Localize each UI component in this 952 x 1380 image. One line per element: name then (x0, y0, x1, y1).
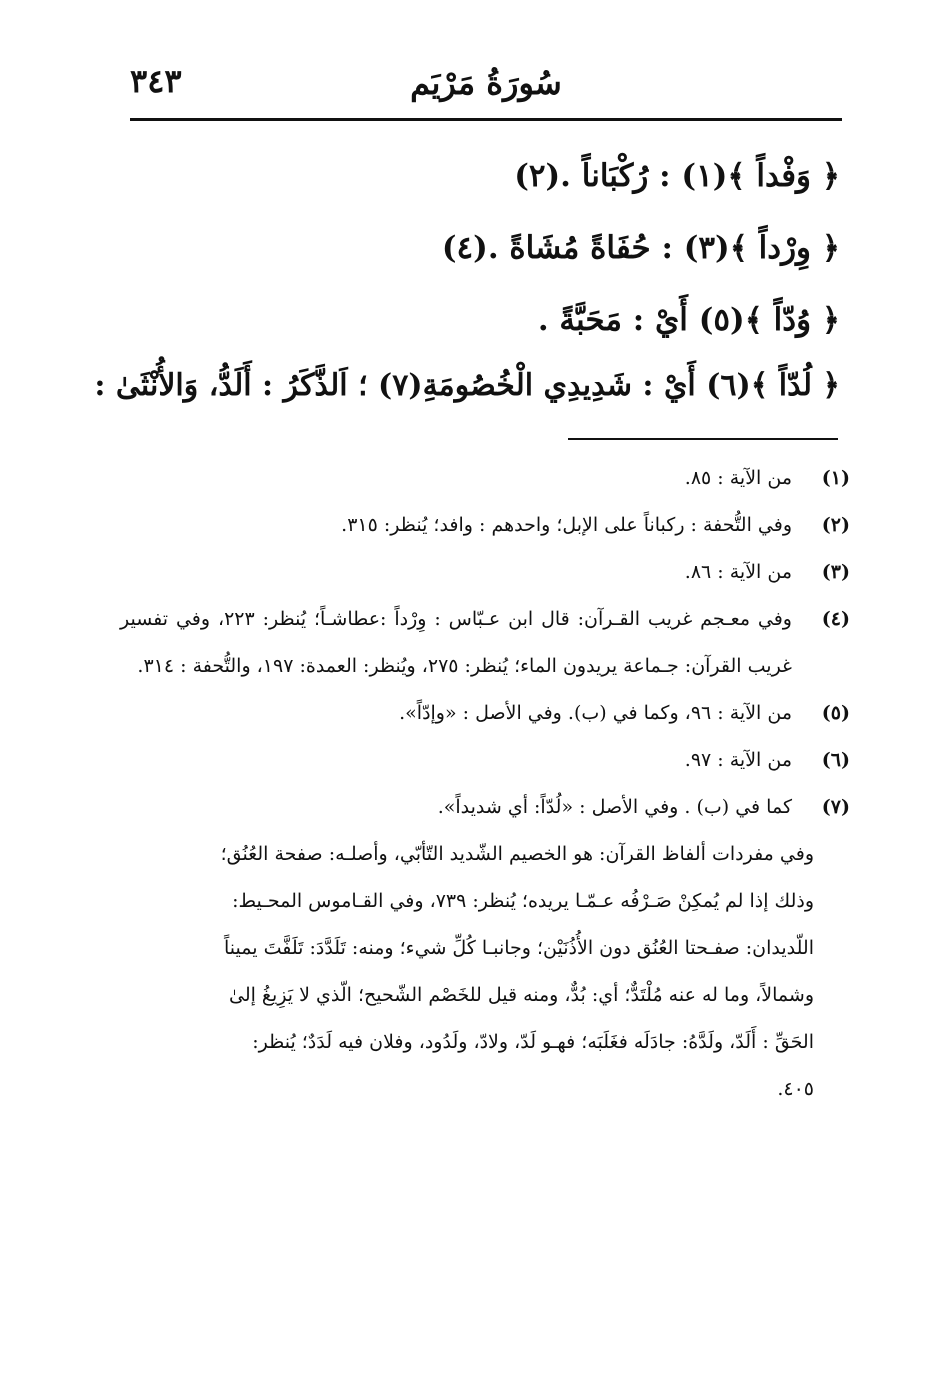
footnote-number: (٢) (821, 514, 850, 536)
continuation-line: الحَقِّ : أَلَدّ، ولَدَّهُ: جادَلَه فغَلَبَه؛ فهـو لَدّ، ولادّ، ولَدُود، وفلان فيه لَدَدٌ؛ يُنظر: (252, 1031, 814, 1053)
page-number: ٣٤٣ (130, 62, 182, 100)
footnote-number: (٣) (821, 561, 850, 583)
entry-wuddan: ﴿ وُدّاً ﴾(٥) أَيْ : مَحَبَّةً . (537, 302, 840, 338)
footnote (120, 455, 850, 502)
continuation-line: ٤٠٥. (777, 1078, 814, 1100)
footnote (120, 690, 850, 737)
continuation-line: وذلك إذا لم يُمكِنْ صَـرْفُه عـمّـا يريده؛ يُنظر: ٧٣٩، وفي القـاموس المحـيط: (232, 890, 814, 912)
entry-luddan: ﴿ لُدّاً ﴾(٦) أَيْ : شَدِيدِي الْخُصُومَةِ(٧) ؛ اَلذَّكَرُ : أَلَدُّ، وَالأُنْثَىٰ : (94, 368, 840, 403)
footnote-text: كما في (ب) . وفي الأصل : «لُدّاً: أي شديداً». (437, 796, 792, 818)
page-header (130, 62, 842, 122)
footnote-text: من الآية : ٨٦. (684, 561, 792, 583)
word-entries (94, 140, 840, 403)
entry-wirdan: ﴿ وِرْداً ﴾(٣) : حُفَاةً مُشَاةً .(٤) (441, 230, 840, 266)
entry-wafdan: ﴿ وَفْداً ﴾(١) : رُكْبَاناً .(٢) (514, 158, 840, 194)
footnote-text: من الآية : ٩٧. (684, 749, 792, 771)
footnote-text: من الآية : ٩٦، وكما في (ب). وفي الأصل : «وإدّاً». (399, 702, 792, 724)
footnote-text: وفي معـجم غريب القـرآن: قال ابن عـبّاس : وِرْداً :عطاشـاً؛ يُنظر: ٢٢٣، وفي تفسير غريب القرآن: جـماعة يريدون الماء؛ يُنظر: ٢٧٥، ويُنظر: العمدة: ١٩٧، والتُّحفة : ٣١٤. (120, 608, 792, 677)
footnote-number: (٤) (821, 608, 850, 630)
header-divider (130, 118, 842, 121)
continuation-line: وفي مفردات ألفاظ القرآن: هو الخصيم الشّديد التّأبّي، وأصلـه: صفحة العُنُق؛ (220, 843, 814, 865)
footnote (120, 596, 850, 690)
surah-title: سُورَةُ مَرْيَم (410, 64, 562, 102)
footnote (120, 737, 850, 784)
footnote-continuation (120, 831, 850, 1113)
footnote-number: (٥) (821, 702, 850, 724)
footnote (120, 502, 850, 549)
footnotes (120, 455, 850, 1113)
footnote-text: وفي التُّحفة : ركباناً على الإبل؛ واحدهم : وافد؛ يُنظر: ٣١٥. (341, 514, 792, 536)
footnote-divider (568, 438, 838, 440)
footnote-number: (٦) (821, 749, 850, 771)
footnote (120, 549, 850, 596)
footnote-number: (٧) (821, 796, 850, 818)
continuation-line: وشمالاً، وما له عنه مُلْتَدٌّ؛ أي: بُدٌّ، ومنه قيل للخَصْم الشّحيح؛ الّذي لا يَزِيغُ إلىٰ (228, 984, 814, 1006)
continuation-line: اللّديدان: صفـحتا العُنُق دون الأُذُنَيْن؛ وجانبـا كُلِّ شيء؛ ومنه: تَلَدَّدَ: تَلَفَّتَ يميناً (224, 937, 814, 959)
footnote-text: من الآية : ٨٥. (684, 467, 792, 489)
footnote-number: (١) (821, 467, 850, 489)
footnote (120, 784, 850, 831)
